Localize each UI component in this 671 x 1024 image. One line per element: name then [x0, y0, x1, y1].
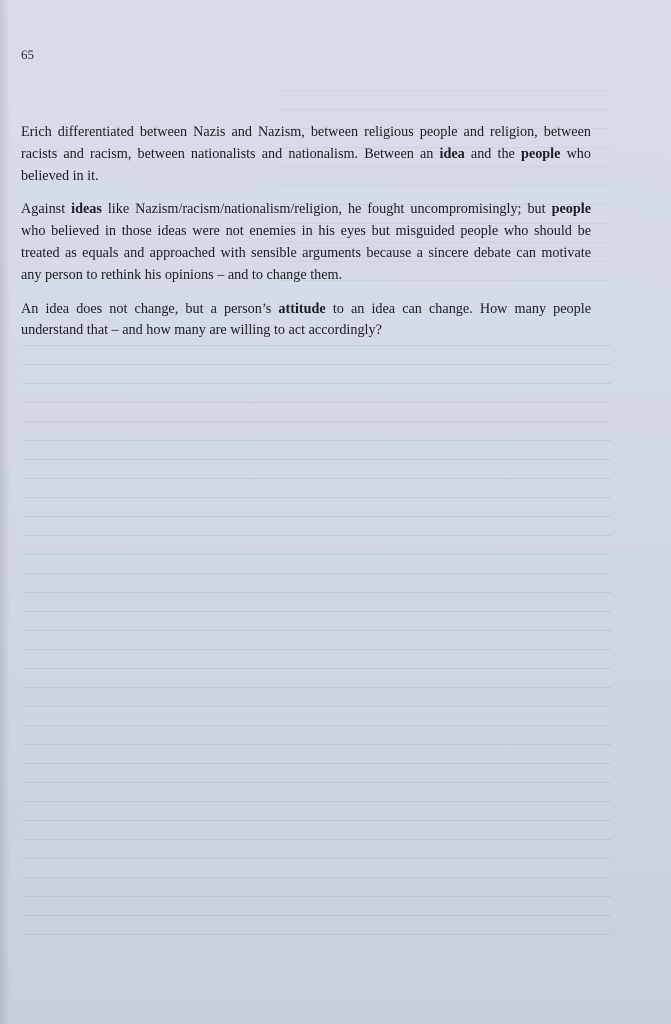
text-segment: to an idea can change. How many people understand that – and how many are willing to act accordingly?: [21, 300, 591, 339]
text-segment: Erich differentiated between Nazis and Nazism, between religious people and religion, between racists and racism, between nationalists and nationalism. Between an: [21, 124, 591, 162]
bold-term-ideas: ideas: [71, 201, 102, 218]
text-segment: who believed in those ideas were not enemies in his eyes but misguided people who should be treated as equals and approached with sensible arguments because a sincere debate can motivate any person to rethink his opinions – and to change them.: [21, 223, 591, 283]
bold-term-idea: idea: [439, 145, 465, 162]
text-segment: Against: [21, 201, 72, 218]
paragraph-2: [21, 199, 591, 286]
text-segment: An idea does not change, but a person’s: [21, 300, 279, 317]
paragraph-3: [21, 299, 591, 343]
reverse-side-text-bleed: [22, 345, 611, 945]
text-segment: who believed in it.: [21, 145, 591, 184]
text-segment: and the: [464, 145, 521, 162]
page-number: 65: [21, 47, 34, 62]
paragraph-1: [21, 122, 591, 187]
text-segment: like Nazism/racism/nationalism/religion, he fought uncompromisingly; but: [101, 201, 552, 218]
body-text: [21, 122, 591, 354]
bold-term-people: people: [551, 201, 591, 218]
bold-term-attitude: attitude: [278, 300, 326, 317]
bold-term-people: people: [521, 145, 561, 162]
